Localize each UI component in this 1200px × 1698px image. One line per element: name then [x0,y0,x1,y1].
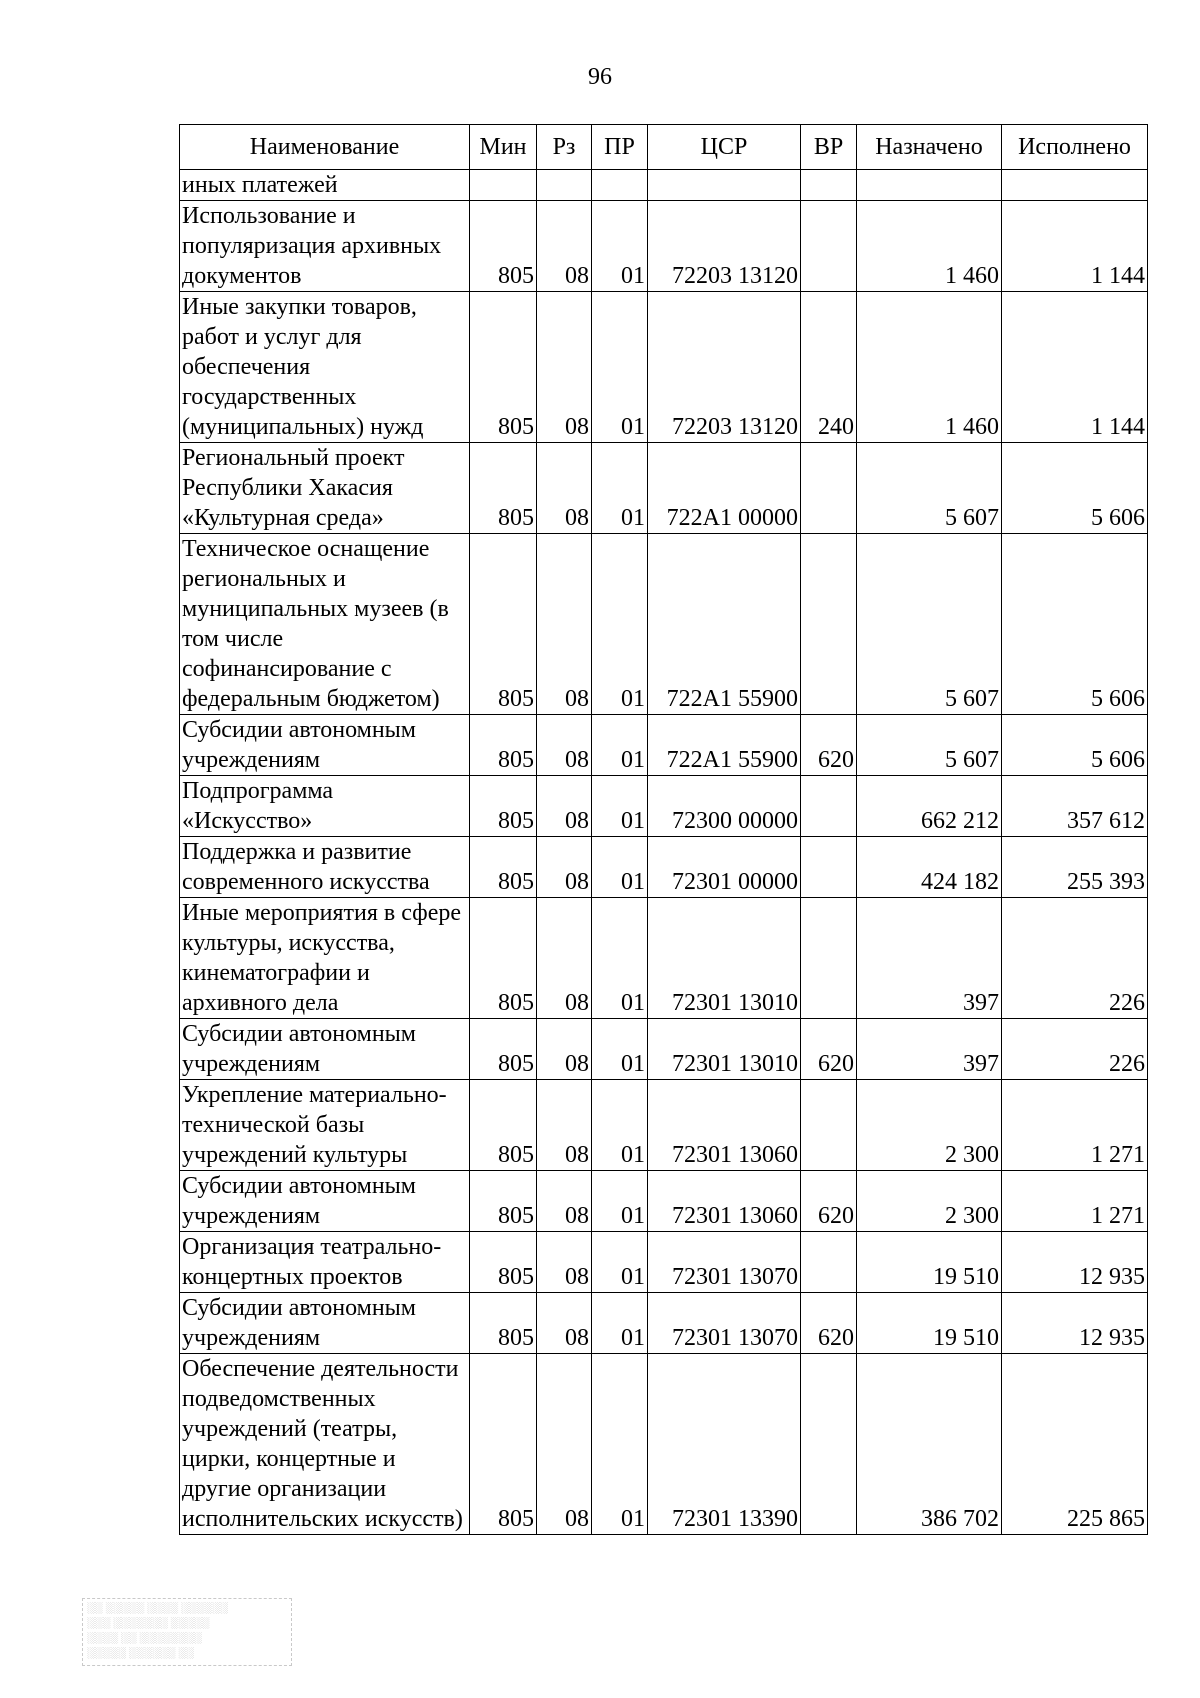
cell-rz: 08 [537,1080,592,1171]
cell-name: Использование и популяризация архивных документов [180,201,470,292]
cell-executed: 5 606 [1002,443,1148,534]
cell-csr: 72301 13070 [648,1293,801,1354]
cell-executed: 12 935 [1002,1232,1148,1293]
cell-executed: 5 606 [1002,715,1148,776]
cell-rz: 08 [537,1171,592,1232]
cell-assigned: 5 607 [857,715,1002,776]
cell-pr: 01 [592,201,648,292]
cell-csr: 72301 13060 [648,1080,801,1171]
cell-csr: 72300 00000 [648,776,801,837]
cell-name: Подпрограмма «Искусство» [180,776,470,837]
cell-rz: 08 [537,534,592,715]
cell-executed: 226 [1002,898,1148,1019]
cell-pr: 01 [592,837,648,898]
cell-assigned: 397 [857,898,1002,1019]
faded-stamp: ░░ ░░░░░ ░░░░ ░░░░░░ ░░░ ░░░░░░░ ░░░░░ ░░░░ ░░ ░░░░░░░░ ░░░░░ ░░░░░░ ░░ [82,1598,292,1666]
header-vr: ВР [801,125,857,170]
header-rz: Рз [537,125,592,170]
header-csr: ЦСР [648,125,801,170]
cell-csr: 72301 13010 [648,898,801,1019]
cell-executed: 5 606 [1002,534,1148,715]
cell-assigned: 5 607 [857,443,1002,534]
cell-name: Региональный проект Республики Хакасия «Культурная среда» [180,443,470,534]
cell-vr [801,443,857,534]
cell-name: иных платежей [180,170,470,201]
cell-rz: 08 [537,1354,592,1535]
cell-pr: 01 [592,1354,648,1535]
cell-assigned: 19 510 [857,1293,1002,1354]
cell-name: Иные закупки товаров, работ и услуг для обеспечения государственных (муниципальных) нужд [180,292,470,443]
header-pr: ПР [592,125,648,170]
cell-name: Субсидии автономным учреждениям [180,1293,470,1354]
cell-executed: 1 271 [1002,1171,1148,1232]
cell-rz [537,170,592,201]
table-row [180,201,1148,292]
cell-executed: 1 271 [1002,1080,1148,1171]
cell-min: 805 [470,534,537,715]
budget-table [179,124,1148,1535]
cell-csr: 72301 13390 [648,1354,801,1535]
cell-csr [648,170,801,201]
cell-pr: 01 [592,1019,648,1080]
cell-pr: 01 [592,898,648,1019]
cell-assigned: 1 460 [857,201,1002,292]
cell-pr [592,170,648,201]
cell-min: 805 [470,1080,537,1171]
cell-min: 805 [470,1171,537,1232]
cell-vr [801,201,857,292]
cell-assigned: 19 510 [857,1232,1002,1293]
cell-vr [801,1354,857,1535]
header-executed: Исполнено [1002,125,1148,170]
cell-min: 805 [470,776,537,837]
cell-name: Иные мероприятия в сфере культуры, искусства, кинематографии и архивного дела [180,898,470,1019]
table-row [180,1019,1148,1080]
table-row [180,534,1148,715]
cell-assigned: 662 212 [857,776,1002,837]
cell-rz: 08 [537,1019,592,1080]
cell-csr: 72203 13120 [648,292,801,443]
cell-rz: 08 [537,1293,592,1354]
cell-csr: 722A1 00000 [648,443,801,534]
cell-name: Укрепление материально-технической базы учреждений культуры [180,1080,470,1171]
cell-executed: 226 [1002,1019,1148,1080]
cell-executed [1002,170,1148,201]
cell-min: 805 [470,201,537,292]
cell-pr: 01 [592,715,648,776]
cell-csr: 72301 13060 [648,1171,801,1232]
cell-executed: 12 935 [1002,1293,1148,1354]
cell-vr: 620 [801,1293,857,1354]
cell-executed: 1 144 [1002,292,1148,443]
cell-executed: 225 865 [1002,1354,1148,1535]
cell-min [470,170,537,201]
table-row [180,837,1148,898]
cell-rz: 08 [537,201,592,292]
cell-assigned: 1 460 [857,292,1002,443]
cell-pr: 01 [592,1171,648,1232]
cell-name: Субсидии автономным учреждениям [180,1019,470,1080]
cell-name: Техническое оснащение региональных и муниципальных музеев (в том числе софинансирование с федеральным бюджетом) [180,534,470,715]
cell-vr: 620 [801,1171,857,1232]
cell-vr [801,898,857,1019]
cell-min: 805 [470,1019,537,1080]
table-row [180,1171,1148,1232]
page-number: 96 [588,64,612,90]
table-row [180,1232,1148,1293]
cell-min: 805 [470,715,537,776]
cell-rz: 08 [537,443,592,534]
table-row [180,776,1148,837]
cell-rz: 08 [537,715,592,776]
cell-assigned: 397 [857,1019,1002,1080]
cell-vr [801,534,857,715]
header-min: Мин [470,125,537,170]
cell-csr: 722A1 55900 [648,534,801,715]
cell-vr [801,776,857,837]
cell-min: 805 [470,443,537,534]
cell-pr: 01 [592,443,648,534]
table-row [180,715,1148,776]
cell-pr: 01 [592,1232,648,1293]
cell-min: 805 [470,292,537,443]
cell-pr: 01 [592,534,648,715]
cell-pr: 01 [592,1293,648,1354]
cell-rz: 08 [537,837,592,898]
cell-pr: 01 [592,1080,648,1171]
cell-min: 805 [470,1293,537,1354]
header-assigned: Назначено [857,125,1002,170]
cell-pr: 01 [592,292,648,443]
cell-csr: 722A1 55900 [648,715,801,776]
table-row [180,898,1148,1019]
cell-rz: 08 [537,898,592,1019]
cell-csr: 72301 00000 [648,837,801,898]
cell-vr: 620 [801,1019,857,1080]
cell-name: Поддержка и развитие современного искусства [180,837,470,898]
cell-csr: 72301 13010 [648,1019,801,1080]
cell-assigned: 424 182 [857,837,1002,898]
cell-min: 805 [470,837,537,898]
cell-assigned: 5 607 [857,534,1002,715]
cell-rz: 08 [537,1232,592,1293]
cell-assigned: 2 300 [857,1171,1002,1232]
cell-vr: 240 [801,292,857,443]
cell-vr [801,1080,857,1171]
cell-rz: 08 [537,776,592,837]
table-row [180,443,1148,534]
cell-min: 805 [470,1232,537,1293]
cell-assigned: 386 702 [857,1354,1002,1535]
cell-executed: 1 144 [1002,201,1148,292]
table-row [180,170,1148,201]
cell-assigned [857,170,1002,201]
cell-csr: 72203 13120 [648,201,801,292]
header-name: Наименование [180,125,470,170]
cell-min: 805 [470,1354,537,1535]
table-row [180,1080,1148,1171]
table-header-row [180,125,1148,170]
cell-name: Субсидии автономным учреждениям [180,715,470,776]
table-row [180,1293,1148,1354]
table-row [180,292,1148,443]
table-row [180,1354,1148,1535]
cell-name: Субсидии автономным учреждениям [180,1171,470,1232]
cell-pr: 01 [592,776,648,837]
cell-vr [801,1232,857,1293]
cell-min: 805 [470,898,537,1019]
cell-executed: 357 612 [1002,776,1148,837]
cell-executed: 255 393 [1002,837,1148,898]
cell-assigned: 2 300 [857,1080,1002,1171]
cell-csr: 72301 13070 [648,1232,801,1293]
cell-vr [801,170,857,201]
cell-rz: 08 [537,292,592,443]
cell-name: Обеспечение деятельности подведомственных учреждений (театры, цирки, концертные и другие организации исполнительских искусств) [180,1354,470,1535]
cell-vr: 620 [801,715,857,776]
cell-vr [801,837,857,898]
cell-name: Организация театрально-концертных проектов [180,1232,470,1293]
